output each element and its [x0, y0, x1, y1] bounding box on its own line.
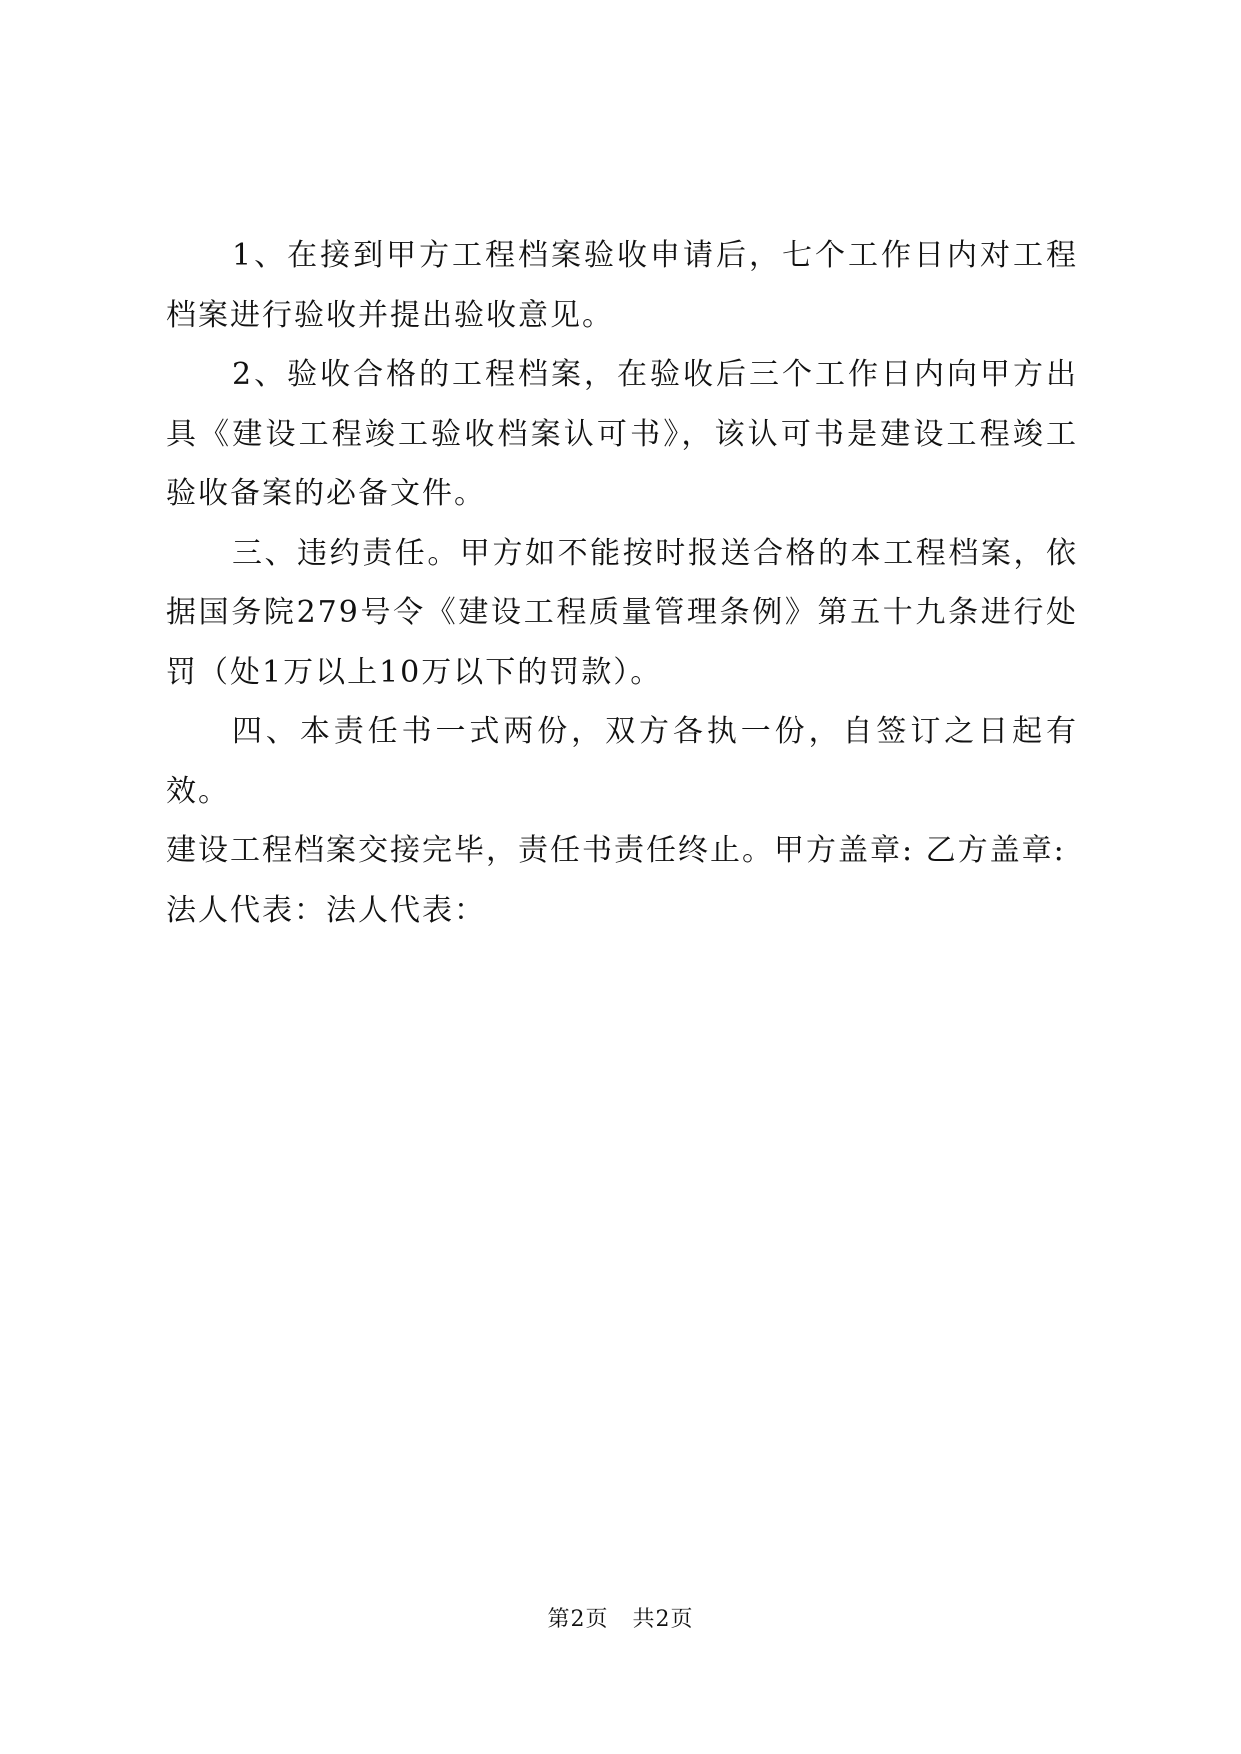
paragraph-copies-validity: 四、本责任书一式两份，双方各执一份，自签订之日起有效。 — [166, 714, 1078, 809]
document-body — [166, 226, 1078, 940]
paragraph-item-1: 1、在接到甲方工程档案验收申请后，七个工作日内对工程档案进行验收并提出验收意见。 — [166, 238, 1078, 333]
page-number-current: 第2页 — [547, 1607, 609, 1632]
paragraph-item-2: 2、验收合格的工程档案，在验收后三个工作日内向甲方出具《建设工程竣工验收档案认可书》，该认可书是建设工程竣工验收备案的必备文件。 — [166, 357, 1078, 511]
paragraph-termination-seals: 建设工程档案交接完毕，责任书责任终止。甲方盖章: 乙方盖章: — [166, 833, 1066, 868]
page-number-total: 共2页 — [632, 1607, 694, 1632]
paragraph-breach-liability: 三、违约责任。甲方如不能按时报送合格的本工程档案，依据国务院279号令《建设工程质量管理条例》第五十九条进行处罚（处1万以上10万以下的罚款）。 — [166, 535, 1078, 690]
page-footer — [0, 1602, 1241, 1633]
paragraph-legal-representatives: 法人代表：法人代表： — [166, 892, 486, 928]
